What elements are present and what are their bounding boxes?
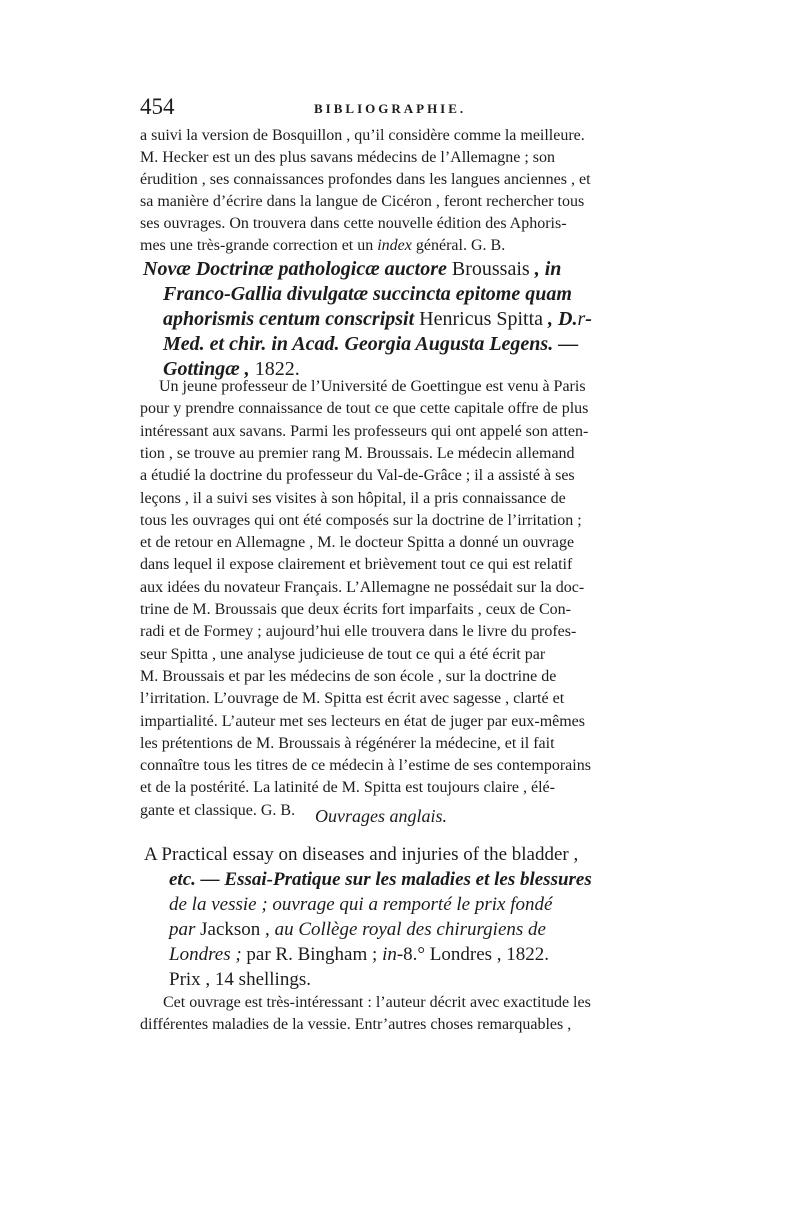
text-run: Cet ouvrage est très-intéressant : l’auteur décrit avec exactitude les [163, 994, 591, 1011]
english-title-line [169, 868, 592, 892]
body-line [140, 600, 571, 620]
text-run: général. G. B. [411, 237, 506, 254]
text-run: Med. et chir. in Acad. Georgia Augusta Legens. — [163, 333, 579, 355]
body-line [140, 689, 564, 709]
text-run: Henricus Spitta [419, 308, 544, 330]
body-line [140, 667, 556, 687]
text-run: aux idées du novateur Français. L’Allemagne ne possédait sur la doc- [140, 578, 585, 596]
body-line [140, 712, 585, 732]
title-line [163, 282, 572, 306]
text-run: de la vessie ; ouvrage qui a remporté le prix fondé [169, 894, 553, 915]
body-line [140, 489, 566, 509]
body-line [140, 622, 576, 642]
text-run: a suivi la version de Bosquillon , qu’il considère comme la meilleure. [140, 127, 585, 144]
text-run: sa manière d’écrire dans la langue de Cicéron , feront rechercher tous [140, 193, 585, 210]
body-line [140, 555, 572, 575]
closing-line [140, 1015, 571, 1035]
text-run: Gottingæ , [163, 358, 255, 380]
title-line [163, 307, 592, 331]
body-line [140, 422, 588, 442]
text-run: mes une très-grande correction et un [140, 237, 378, 254]
text-run: r [577, 308, 586, 330]
body-line [159, 377, 586, 397]
text-run: Londres ; [169, 944, 242, 965]
text-run: leçons , il a suivi ses visites à son hôpital, il a pris connaissance de [140, 489, 566, 507]
page-number: 454 [140, 94, 175, 119]
text-run: ses ouvrages. On trouvera dans cette nouvelle édition des Aphoris- [140, 215, 567, 232]
page-header [140, 94, 670, 122]
text-line [140, 170, 591, 190]
text-run: M. Hecker est un des plus savans médecins de l’Allemagne ; son [140, 149, 556, 166]
english-title-line [144, 843, 578, 867]
text-run: Franco-Gallia divulgatæ succincta epitome quam [163, 283, 572, 305]
text-run: dans lequel il expose clairement et brièvement tout ce qui est relatif [140, 556, 573, 574]
text-line [140, 192, 584, 212]
text-run: par [169, 919, 196, 940]
text-run: l’irritation. L’ouvrage de M. Spitta est écrit avec sagesse , clarté et [140, 690, 565, 708]
text-run: et de retour en Allemagne , M. le docteur Spitta a donné un ouvrage [140, 534, 575, 552]
body-line [140, 578, 584, 598]
text-run: in- [382, 944, 404, 965]
text-run: gante et classique. G. B. [140, 801, 296, 819]
text-run: Un jeune professeur de l’Université de Goettingue est venu à Paris [159, 378, 586, 395]
text-run: a étudié la doctrine du professeur du Val-de-Grâce ; il a assisté à ses [140, 467, 575, 485]
text-run: différentes maladies de la vessie. Entr’autres choses remarquables , [140, 1016, 572, 1033]
section-heading: Ouvrages anglais. [315, 806, 447, 826]
closing-line [163, 993, 591, 1013]
text-line [140, 126, 585, 146]
english-title-line [169, 918, 546, 942]
text-run: érudition , ses connaissances profondes dans les langues anciennes , et [140, 171, 591, 188]
text-run: trine de M. Broussais que deux écrits fort imparfaits , ceux de Con- [140, 601, 571, 618]
text-run: 1822. [254, 358, 300, 380]
body-line [140, 756, 591, 776]
english-title-line [169, 943, 549, 967]
text-run: aphorismis centum conscripsit [163, 308, 420, 330]
text-run: M. Broussais et par les médecins de son école , sur la doctrine de [140, 667, 557, 685]
text-run: , D. [543, 308, 578, 330]
body-line [140, 645, 545, 665]
text-run: Prix , 14 shellings. [169, 969, 311, 990]
body-line [140, 734, 555, 754]
body-line [140, 533, 574, 553]
text-line [140, 214, 567, 234]
text-run: et de la postérité. La latinité de M. Spitta est toujours claire , élé- [140, 779, 555, 797]
title-line [143, 257, 561, 281]
body-line [140, 466, 575, 486]
text-run: 8.° Londres , 1822. [403, 944, 550, 965]
body-line [140, 801, 295, 821]
text-run: tion , se trouve au premier rang M. Broussais. Le médecin allemand [140, 444, 575, 462]
text-run: les prétentions de M. Broussais à régénérer la médecine, et il fait [140, 734, 555, 752]
text-run: intéressant aux savans. Parmi les professeurs qui ont appelé son atten- [140, 422, 589, 440]
body-line [140, 444, 575, 464]
body-line [140, 399, 588, 419]
text-run: A Practical essay on diseases and injuries of the bladder , [144, 844, 579, 865]
text-run: index [377, 237, 412, 254]
text-run: Novæ Doctrinæ pathologicæ auctore [143, 258, 452, 280]
text-run: seur Spitta , une analyse judicieuse de tout ce qui a été écrit par [140, 645, 546, 663]
english-title-line [169, 968, 311, 992]
text-run: par R. Bingham ; [241, 944, 383, 965]
text-run: - [585, 308, 592, 330]
text-run: connaître tous les titres de ce médecin à l’estime de ses contemporains [140, 757, 591, 775]
running-head: BIBLIOGRAPHIE. [314, 101, 467, 116]
text-run: impartialité. L’auteur met ses lecteurs en état de juger par eux-mêmes [140, 712, 586, 730]
title-line [163, 332, 578, 356]
text-line [140, 236, 505, 256]
text-run: au Collège royal des chirurgiens de [274, 919, 546, 940]
text-run: pour y prendre connaissance de tout ce que cette capitale offre de plus [140, 400, 589, 418]
text-run: etc. — Essai-Pratique sur les maladies et les blessures [169, 869, 592, 890]
text-run: Broussais [451, 258, 530, 280]
text-run: , in [529, 258, 562, 280]
text-run: tous les ouvrages qui ont été composés sur la doctrine de l’irritation ; [140, 511, 582, 529]
english-title-line [169, 893, 552, 917]
text-line [140, 148, 555, 168]
text-run: radi et de Formey ; aujourd’hui elle trouvera dans le livre du profes- [140, 623, 577, 641]
body-line [140, 778, 555, 798]
body-line [140, 511, 582, 531]
text-run: Jackson , [195, 919, 275, 940]
